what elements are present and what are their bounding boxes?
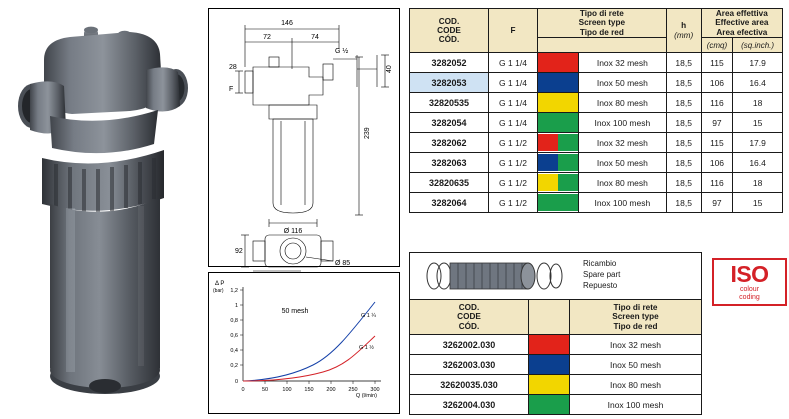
svg-text:Ø 116: Ø 116	[283, 228, 303, 235]
cell-code[interactable]: 3282054	[410, 113, 489, 133]
cell-spare-colour-swatch	[529, 355, 570, 375]
svg-text:F: F	[229, 86, 234, 93]
cell-spare-code[interactable]: 3262002.030	[410, 335, 529, 355]
svg-text:239: 239	[364, 127, 371, 139]
svg-text:0,2: 0,2	[230, 363, 238, 369]
cell-screen-type: Inox 100 mesh	[579, 113, 667, 133]
cell-code[interactable]: 32820635	[410, 173, 489, 193]
cell-h: 18,5	[666, 173, 701, 193]
svg-text:100: 100	[282, 387, 292, 393]
header-unit-cmq: (cmq)	[701, 38, 733, 53]
svg-text:200: 200	[326, 387, 336, 393]
cell-thread-size: G 1 1/2	[489, 193, 538, 213]
cell-spare-screen-type: Inox 32 mesh	[570, 335, 702, 355]
cell-area-cmq: 97	[701, 113, 733, 133]
header-unit-sqinch: (sq.inch.)	[733, 38, 783, 53]
drawing-svg	[209, 9, 397, 267]
cell-thread-size: G 1 1/4	[489, 113, 538, 133]
cell-h: 18,5	[666, 133, 701, 153]
table-row[interactable]	[410, 73, 783, 93]
table-row[interactable]	[410, 113, 783, 133]
cell-colour-swatch	[538, 133, 579, 153]
cell-thread-size: G 1 1/4	[489, 53, 538, 73]
cell-area-cmq: 116	[701, 173, 733, 193]
cell-code[interactable]: 3282064	[410, 193, 489, 213]
cell-area-sqinch: 16.4	[733, 153, 783, 173]
header-h: h (mm)	[666, 9, 701, 53]
spare-part-caption: Ricambio Spare part Repuesto	[583, 259, 621, 290]
cartridge-icon	[420, 259, 580, 293]
spare-part-illustration-row	[409, 252, 702, 299]
cell-colour-swatch	[538, 93, 579, 113]
table-row[interactable]	[410, 133, 783, 153]
svg-text:0,4: 0,4	[230, 348, 238, 354]
svg-text:0,6: 0,6	[230, 333, 238, 339]
iso-colour-coding-badge	[712, 258, 787, 306]
table-header-row	[410, 9, 783, 38]
cell-area-sqinch: 17.9	[733, 133, 783, 153]
cell-area-sqinch: 16.4	[733, 73, 783, 93]
cell-screen-type: Inox 100 mesh	[579, 193, 667, 213]
cell-code[interactable]: 32820535	[410, 93, 489, 113]
cell-screen-type: Inox 50 mesh	[579, 153, 667, 173]
cell-screen-type: Inox 80 mesh	[579, 173, 667, 193]
cell-area-cmq: 97	[701, 193, 733, 213]
svg-text:Ø 85: Ø 85	[335, 260, 351, 267]
spare-table-body	[410, 335, 702, 415]
cell-code[interactable]: 3282052	[410, 53, 489, 73]
svg-text:146: 146	[281, 20, 293, 27]
chart-svg	[209, 273, 397, 411]
cell-code[interactable]: 3282063	[410, 153, 489, 173]
header-screen-type: Tipo di rete Screen type Tipo de red	[538, 9, 667, 38]
cell-screen-type: Inox 80 mesh	[579, 93, 667, 113]
table-row[interactable]	[410, 153, 783, 173]
cell-spare-colour-swatch	[529, 395, 570, 415]
cell-spare-screen-type: Inox 50 mesh	[570, 355, 702, 375]
svg-text:0: 0	[241, 387, 245, 393]
cell-colour-swatch	[538, 153, 579, 173]
cell-screen-type: Inox 32 mesh	[579, 53, 667, 73]
cell-h: 18,5	[666, 93, 701, 113]
svg-text:92: 92	[235, 248, 243, 255]
svg-text:50: 50	[261, 387, 269, 393]
cell-colour-swatch	[538, 173, 579, 193]
svg-text:300: 300	[370, 387, 380, 393]
cell-colour-swatch	[538, 53, 579, 73]
iso-line1: colour	[739, 286, 760, 293]
cell-spare-code[interactable]: 3262003.030	[410, 355, 529, 375]
table-row[interactable]	[410, 53, 783, 73]
svg-text:1: 1	[234, 303, 238, 309]
svg-text:Δ P: Δ P	[215, 281, 225, 287]
cell-area-cmq: 106	[701, 153, 733, 173]
cell-h: 18,5	[666, 113, 701, 133]
spare-table-row[interactable]	[410, 335, 702, 355]
cell-area-sqinch: 18	[733, 173, 783, 193]
spare-table-row[interactable]	[410, 355, 702, 375]
iso-title: ISO	[730, 261, 769, 287]
table-row[interactable]	[410, 93, 783, 113]
svg-text:50 mesh: 50 mesh	[281, 308, 309, 315]
cell-h: 18,5	[666, 153, 701, 173]
cell-spare-code[interactable]: 3262004.030	[410, 395, 529, 415]
svg-text:0: 0	[234, 379, 238, 385]
cell-thread-size: G 1 1/2	[489, 173, 538, 193]
cell-screen-type: Inox 50 mesh	[579, 73, 667, 93]
svg-text:74: 74	[311, 34, 319, 41]
table-row[interactable]	[410, 193, 783, 213]
cell-area-sqinch: 15	[733, 193, 783, 213]
svg-text:G 1 ½: G 1 ½	[359, 345, 374, 351]
spare-header-code: COD. CODE CÓD.	[410, 300, 529, 335]
technical-drawing	[208, 8, 400, 267]
svg-text:72: 72	[263, 34, 271, 41]
svg-text:G ½: G ½	[335, 48, 349, 55]
filter-illustration	[6, 8, 204, 412]
header-code: COD. CODE CÓD.	[410, 9, 489, 53]
svg-text:28: 28	[229, 64, 237, 71]
cell-screen-type: Inox 32 mesh	[579, 133, 667, 153]
svg-text:0,8: 0,8	[230, 318, 238, 324]
cell-h: 18,5	[666, 193, 701, 213]
svg-text:40: 40	[386, 65, 393, 73]
spare-part-table	[409, 299, 702, 415]
cell-h: 18,5	[666, 53, 701, 73]
cell-spare-screen-type: Inox 100 mesh	[570, 395, 702, 415]
svg-text:Q (l/min): Q (l/min)	[355, 393, 377, 399]
product-photo	[6, 8, 204, 412]
spare-header-screen: Tipo di rete Screen type Tipo de red	[570, 300, 702, 335]
svg-text:150: 150	[304, 387, 314, 393]
cell-area-cmq: 115	[701, 133, 733, 153]
svg-text:1,2: 1,2	[230, 288, 238, 294]
product-table	[409, 8, 783, 213]
cell-h: 18,5	[666, 73, 701, 93]
cell-thread-size: G 1 1/4	[489, 93, 538, 113]
header-effective-area: Area effettiva Effective area Area efectiva	[701, 9, 782, 38]
cell-spare-code[interactable]: 32620035.030	[410, 375, 529, 395]
cell-thread-size: G 1 1/2	[489, 153, 538, 173]
cell-spare-colour-swatch	[529, 375, 570, 395]
svg-text:250: 250	[348, 387, 358, 393]
header-f: F	[489, 9, 538, 53]
spare-table-row[interactable]	[410, 395, 702, 415]
cell-area-cmq: 106	[701, 73, 733, 93]
spare-table-row[interactable]	[410, 375, 702, 395]
cell-colour-swatch	[538, 73, 579, 93]
table-row[interactable]	[410, 173, 783, 193]
cell-area-sqinch: 17.9	[733, 53, 783, 73]
cell-thread-size: G 1 1/4	[489, 73, 538, 93]
cell-area-cmq: 115	[701, 53, 733, 73]
cell-code[interactable]: 3282062	[410, 133, 489, 153]
svg-text:(bar): (bar)	[213, 288, 224, 294]
cell-spare-colour-swatch	[529, 335, 570, 355]
spare-header-row	[410, 300, 702, 335]
cell-area-sqinch: 18	[733, 93, 783, 113]
cell-spare-screen-type: Inox 80 mesh	[570, 375, 702, 395]
spare-part-section	[409, 252, 702, 415]
svg-text:G 1 ¼: G 1 ¼	[361, 313, 376, 319]
spare-header-color	[529, 300, 570, 335]
table-body	[410, 53, 783, 213]
header-screen-blank	[538, 38, 667, 53]
iso-line2: coding	[739, 294, 760, 301]
cell-code[interactable]: 3282053	[410, 73, 489, 93]
cell-colour-swatch	[538, 193, 579, 213]
cell-colour-swatch	[538, 113, 579, 133]
cell-thread-size: G 1 1/2	[489, 133, 538, 153]
cell-area-sqinch: 15	[733, 113, 783, 133]
pressure-drop-chart	[208, 272, 400, 414]
cell-area-cmq: 116	[701, 93, 733, 113]
